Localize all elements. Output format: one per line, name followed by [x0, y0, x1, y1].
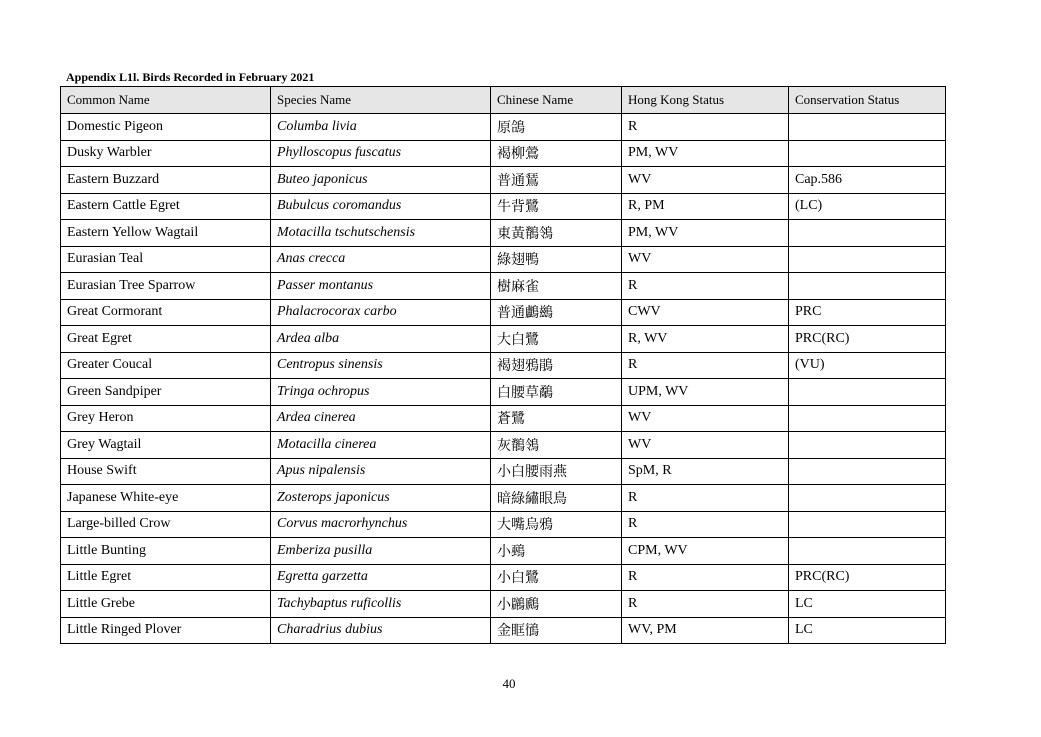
- cell-chinese-name: 普通鸕鷀: [491, 299, 622, 326]
- cell-species-name: Ardea cinerea: [271, 405, 491, 432]
- header-species-name: Species Name: [271, 87, 491, 114]
- cell-hong-kong-status: WV: [622, 246, 789, 273]
- header-conservation-status: Conservation Status: [789, 87, 946, 114]
- cell-chinese-name: 小白鷺: [491, 564, 622, 591]
- cell-hong-kong-status: R: [622, 352, 789, 379]
- cell-conservation-status: [789, 273, 946, 300]
- cell-conservation-status: [789, 485, 946, 512]
- cell-species-name: Tachybaptus ruficollis: [271, 591, 491, 618]
- table-row: [61, 114, 946, 141]
- table-row: [61, 538, 946, 565]
- cell-conservation-status: [789, 140, 946, 167]
- cell-species-name: Zosterops japonicus: [271, 485, 491, 512]
- table-row: [61, 140, 946, 167]
- cell-common-name: Great Cormorant: [61, 299, 271, 326]
- cell-conservation-status: LC: [789, 617, 946, 644]
- cell-common-name: Great Egret: [61, 326, 271, 353]
- cell-common-name: Little Grebe: [61, 591, 271, 618]
- cell-hong-kong-status: R: [622, 485, 789, 512]
- cell-hong-kong-status: CWV: [622, 299, 789, 326]
- table-row: [61, 220, 946, 247]
- header-chinese-name: Chinese Name: [491, 87, 622, 114]
- cell-chinese-name: 褐翅鴉鵑: [491, 352, 622, 379]
- cell-hong-kong-status: WV: [622, 405, 789, 432]
- header-hong-kong-status: Hong Kong Status: [622, 87, 789, 114]
- cell-hong-kong-status: R: [622, 273, 789, 300]
- cell-chinese-name: 樹麻雀: [491, 273, 622, 300]
- cell-conservation-status: [789, 432, 946, 459]
- cell-species-name: Phalacrocorax carbo: [271, 299, 491, 326]
- cell-common-name: Dusky Warbler: [61, 140, 271, 167]
- table-row: [61, 193, 946, 220]
- cell-species-name: Anas crecca: [271, 246, 491, 273]
- cell-conservation-status: LC: [789, 591, 946, 618]
- cell-common-name: House Swift: [61, 458, 271, 485]
- cell-chinese-name: 普通鵟: [491, 167, 622, 194]
- cell-hong-kong-status: WV, PM: [622, 617, 789, 644]
- cell-conservation-status: [789, 405, 946, 432]
- birds-table: [60, 86, 946, 644]
- cell-conservation-status: [789, 246, 946, 273]
- cell-species-name: Ardea alba: [271, 326, 491, 353]
- cell-common-name: Grey Wagtail: [61, 432, 271, 459]
- cell-chinese-name: 白腰草鷸: [491, 379, 622, 406]
- table-body: [61, 114, 946, 644]
- cell-chinese-name: 金眶鴴: [491, 617, 622, 644]
- table-row: [61, 352, 946, 379]
- table-caption: Appendix L1l. Birds Recorded in February 2021: [66, 70, 315, 84]
- cell-conservation-status: [789, 220, 946, 247]
- cell-common-name: Little Ringed Plover: [61, 617, 271, 644]
- cell-species-name: Buteo japonicus: [271, 167, 491, 194]
- cell-common-name: Domestic Pigeon: [61, 114, 271, 141]
- cell-common-name: Greater Coucal: [61, 352, 271, 379]
- header-common-name: Common Name: [61, 87, 271, 114]
- cell-species-name: Apus nipalensis: [271, 458, 491, 485]
- cell-chinese-name: 大嘴烏鴉: [491, 511, 622, 538]
- cell-conservation-status: [789, 538, 946, 565]
- table-row: [61, 591, 946, 618]
- cell-common-name: Eurasian Tree Sparrow: [61, 273, 271, 300]
- table-row: [61, 617, 946, 644]
- cell-species-name: Motacilla cinerea: [271, 432, 491, 459]
- cell-chinese-name: 灰鶺鴒: [491, 432, 622, 459]
- cell-species-name: Phylloscopus fuscatus: [271, 140, 491, 167]
- cell-hong-kong-status: PM, WV: [622, 220, 789, 247]
- table-row: [61, 326, 946, 353]
- cell-chinese-name: 小白腰雨燕: [491, 458, 622, 485]
- cell-common-name: Little Egret: [61, 564, 271, 591]
- cell-conservation-status: [789, 511, 946, 538]
- cell-common-name: Eurasian Teal: [61, 246, 271, 273]
- cell-hong-kong-status: WV: [622, 432, 789, 459]
- cell-hong-kong-status: SpM, R: [622, 458, 789, 485]
- cell-hong-kong-status: PM, WV: [622, 140, 789, 167]
- cell-species-name: Passer montanus: [271, 273, 491, 300]
- cell-conservation-status: PRC(RC): [789, 564, 946, 591]
- cell-conservation-status: [789, 114, 946, 141]
- cell-common-name: Eastern Cattle Egret: [61, 193, 271, 220]
- cell-chinese-name: 褐柳鶯: [491, 140, 622, 167]
- page-number: 40: [502, 676, 516, 691]
- cell-species-name: Centropus sinensis: [271, 352, 491, 379]
- cell-hong-kong-status: R, PM: [622, 193, 789, 220]
- table-row: [61, 246, 946, 273]
- table-row: [61, 405, 946, 432]
- cell-common-name: Little Bunting: [61, 538, 271, 565]
- cell-chinese-name: 暗綠繡眼鳥: [491, 485, 622, 512]
- cell-species-name: Emberiza pusilla: [271, 538, 491, 565]
- cell-hong-kong-status: R: [622, 511, 789, 538]
- cell-conservation-status: PRC: [789, 299, 946, 326]
- cell-conservation-status: [789, 379, 946, 406]
- table-row: [61, 485, 946, 512]
- cell-conservation-status: PRC(RC): [789, 326, 946, 353]
- table-row: [61, 273, 946, 300]
- cell-chinese-name: 東黃鶺鴒: [491, 220, 622, 247]
- cell-conservation-status: Cap.586: [789, 167, 946, 194]
- cell-species-name: Egretta garzetta: [271, 564, 491, 591]
- cell-chinese-name: 原鴿: [491, 114, 622, 141]
- cell-common-name: Large-billed Crow: [61, 511, 271, 538]
- cell-hong-kong-status: CPM, WV: [622, 538, 789, 565]
- cell-chinese-name: 大白鷺: [491, 326, 622, 353]
- cell-common-name: Japanese White-eye: [61, 485, 271, 512]
- cell-species-name: Bubulcus coromandus: [271, 193, 491, 220]
- table-row: [61, 564, 946, 591]
- cell-hong-kong-status: UPM, WV: [622, 379, 789, 406]
- cell-conservation-status: (LC): [789, 193, 946, 220]
- cell-common-name: Eastern Yellow Wagtail: [61, 220, 271, 247]
- cell-chinese-name: 蒼鷺: [491, 405, 622, 432]
- cell-conservation-status: [789, 458, 946, 485]
- table-row: [61, 432, 946, 459]
- table-row: [61, 299, 946, 326]
- cell-hong-kong-status: R: [622, 591, 789, 618]
- cell-common-name: Eastern Buzzard: [61, 167, 271, 194]
- table-row: [61, 167, 946, 194]
- cell-common-name: Green Sandpiper: [61, 379, 271, 406]
- table-row: [61, 379, 946, 406]
- cell-species-name: Columba livia: [271, 114, 491, 141]
- table-row: [61, 511, 946, 538]
- cell-conservation-status: (VU): [789, 352, 946, 379]
- cell-hong-kong-status: WV: [622, 167, 789, 194]
- cell-hong-kong-status: R: [622, 114, 789, 141]
- cell-chinese-name: 牛背鷺: [491, 193, 622, 220]
- cell-species-name: Corvus macrorhynchus: [271, 511, 491, 538]
- table-row: [61, 458, 946, 485]
- cell-species-name: Motacilla tschutschensis: [271, 220, 491, 247]
- cell-hong-kong-status: R: [622, 564, 789, 591]
- cell-common-name: Grey Heron: [61, 405, 271, 432]
- cell-species-name: Tringa ochropus: [271, 379, 491, 406]
- cell-hong-kong-status: R, WV: [622, 326, 789, 353]
- cell-species-name: Charadrius dubius: [271, 617, 491, 644]
- table-header-row: [61, 87, 946, 114]
- cell-chinese-name: 綠翅鴨: [491, 246, 622, 273]
- cell-chinese-name: 小鵐: [491, 538, 622, 565]
- cell-chinese-name: 小鸊鷉: [491, 591, 622, 618]
